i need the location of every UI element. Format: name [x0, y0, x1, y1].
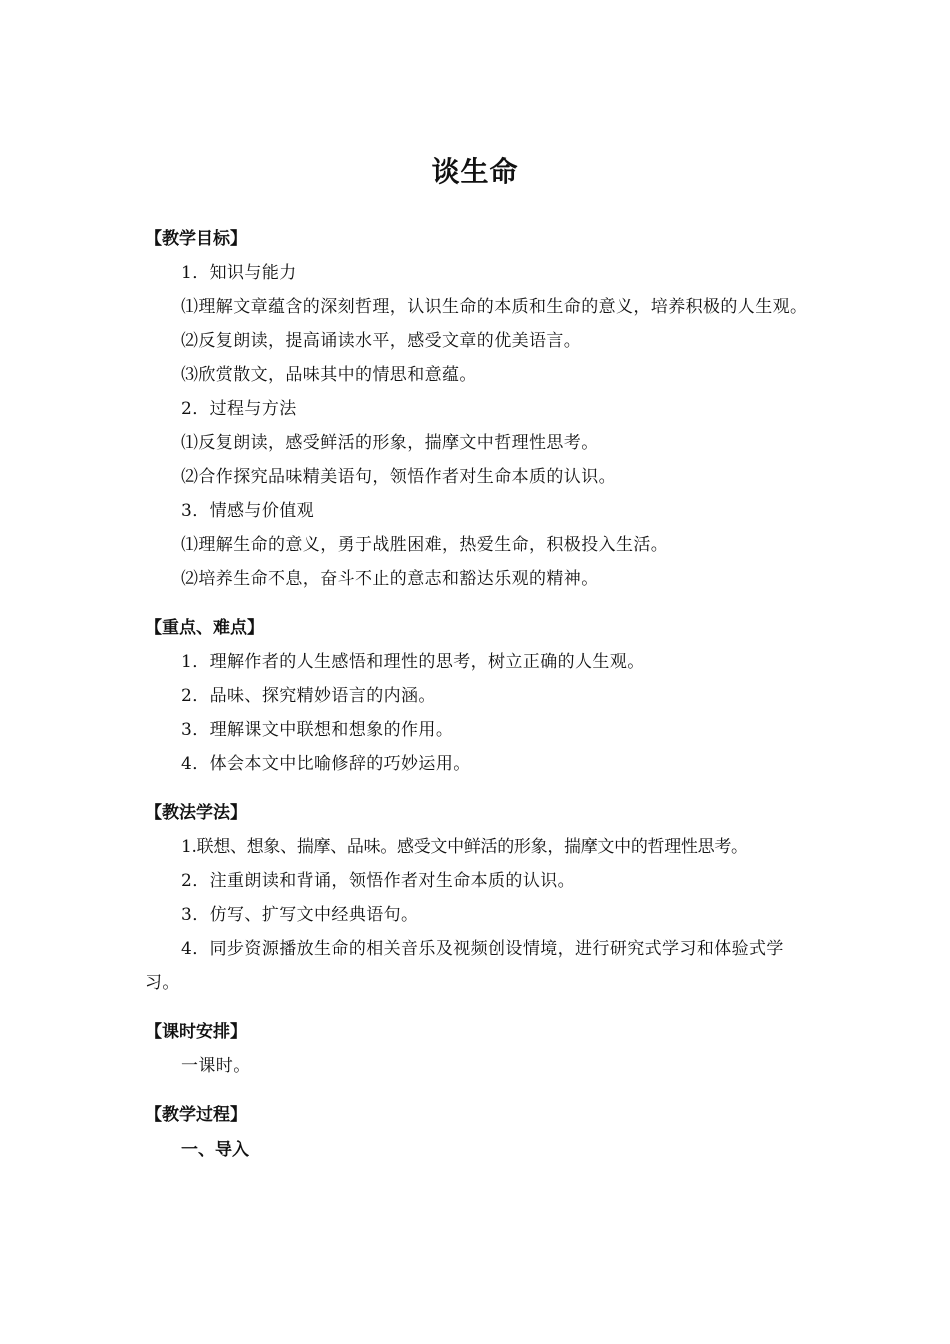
keypoint-line: 1．理解作者的人生感悟和理性的思考，树立正确的人生观。 [181, 652, 645, 672]
section-heading-methods: 【教法学法】 [145, 803, 247, 823]
section-heading-goals: 【教学目标】 [145, 229, 247, 249]
method-line: 2．注重朗读和背诵，领悟作者对生命本质的认识。 [181, 871, 576, 891]
method-line: 4．同步资源播放生命的相关音乐及视频创设情境，进行研究式学习和体验式学习。 [145, 939, 784, 993]
goal-line: ⑴反复朗读，感受鲜活的形象，揣摩文中哲理性思考。 [181, 433, 599, 453]
method-line: 1.联想、想象、揣摩、品味。感受文中鲜活的形象，揣摩文中的哲理性思考。 [181, 837, 748, 857]
goal-line: ⑵培养生命不息，奋斗不止的意志和豁达乐观的精神。 [181, 569, 599, 589]
process-subheading: 一、导入 [181, 1140, 249, 1160]
section-heading-process: 【教学过程】 [145, 1105, 247, 1125]
section-heading-schedule: 【课时安排】 [145, 1022, 247, 1042]
goal-line: ⑵反复朗读，提高诵读水平，感受文章的优美语言。 [181, 331, 582, 351]
keypoint-line: 3．理解课文中联想和想象的作用。 [181, 720, 454, 740]
goal-line: ⑶欣赏散文，品味其中的情思和意蕴。 [181, 365, 477, 385]
section-heading-keypoints: 【重点、难点】 [145, 618, 264, 638]
goal-line: 3．情感与价值观 [181, 501, 315, 521]
goal-line: 1．知识与能力 [181, 263, 297, 283]
method-line: 3．仿写、扩写文中经典语句。 [181, 905, 419, 925]
goal-line: ⑴理解文章蕴含的深刻哲理，认识生命的本质和生命的意义，培养积极的人生观。 [181, 297, 808, 317]
schedule-line: 一课时。 [181, 1056, 251, 1076]
keypoint-line: 2．品味、探究精妙语言的内涵。 [181, 686, 436, 706]
goal-line: ⑵合作探究品味精美语句，领悟作者对生命本质的认识。 [181, 467, 616, 487]
goal-line: ⑴理解生命的意义，勇于战胜困难，热爱生命，积极投入生活。 [181, 535, 669, 555]
keypoint-line: 4．体会本文中比喻修辞的巧妙运用。 [181, 754, 471, 774]
goal-line: 2．过程与方法 [181, 399, 297, 419]
document-body [145, 222, 810, 1168]
document-title: 谈生命 [431, 155, 519, 188]
